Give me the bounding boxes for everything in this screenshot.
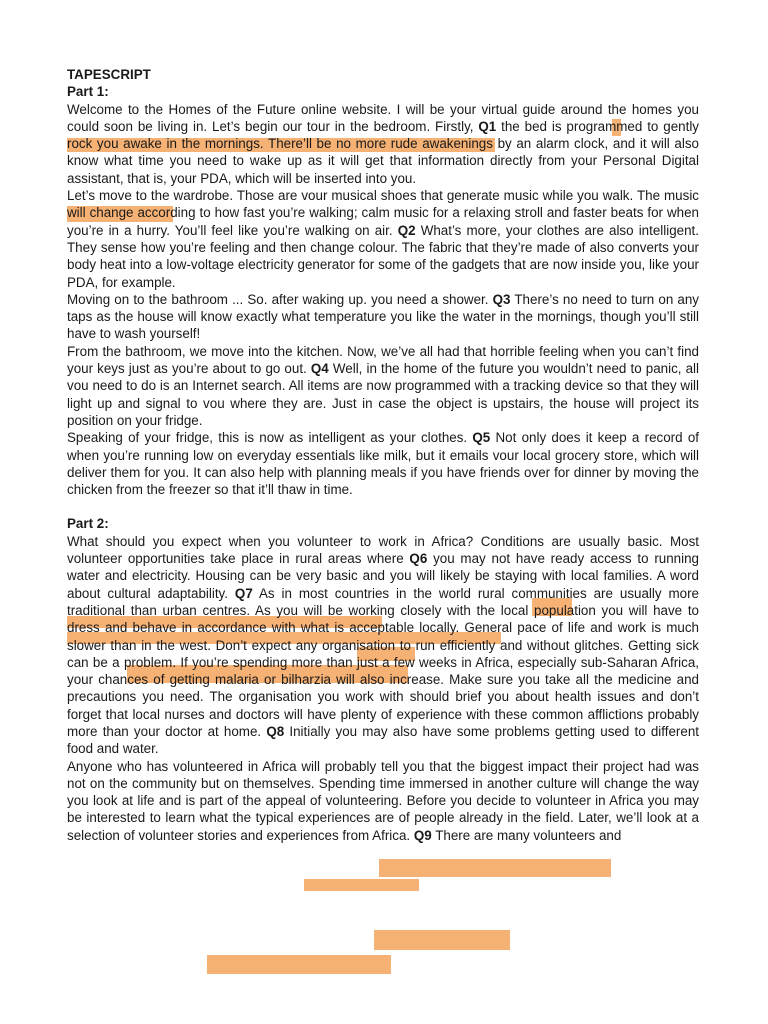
highlight-mark [374,930,510,950]
part2-paragraph-impact: Anyone who has volunteered in Africa will probably tell you that the biggest impact their project had was not on the community but on themselves. Spending time immersed in another culture will change the way you look at life and is part of the appeal of volunteering. Before you decide to volunteer in Africa you may be interested to learn what the typical experiences are of people already in the field. Later, we’ll look at a selection of volunteer stories and experiences from Africa. Q9 There are many volunteers and [67,758,699,843]
document-title: TAPESCRIPT [67,67,151,82]
part2-paragraph-conditions: What should you expect when you volunteer to work in Africa? Conditions are usually basic. Most volunteer opportunities take place in rural areas where Q6 you may not have ready access to running water and electricity. Housing can be very basic and you will likely be staying with local families. A word about cultural adaptability. Q7 As in most countries in the world rural communities are usually more traditional than urban centres. As you will be working closely with the local population you will have to dress and behave in accordance with what is acceptable locally. General pace of life and work is much slower than in the west. Don’t expect any organisation to run efficiently and without glitches. Getting sick can be a problem. If you’re spending more than just a few weeks in Africa, especially sub-Saharan Africa, your chances of getting malaria or bilharzia will also increase. Make sure you take all the medicine and precautions you need. The organisation you work with should brief you about health issues and don’t forget that local nurses and doctors will have plenty of experience with these common afflictions probably more than your doctor at home. Q8 Initially you may also have some problems getting used to different food and water. [67,533,699,757]
part1-paragraph-bathroom: Moving on to the bathroom ... So. after waking up. you need a shower. Q3 There’s no need to turn on any taps as the house will know exactly what temperature you like the water in the mornings, though you’ll still have to wash yourself! [67,291,699,342]
highlight-mark [304,879,419,891]
part1-paragraph-bedroom: Welcome to the Homes of the Future online website. I will be your virtual guide around the homes you could soon be living in. Let’s begin our tour in the bedroom. Firstly, Q1 the bed is programmed to gently rock you awake in the mornings. There’ll be no more rude awakenings by an alarm clock, and it will also know what time you need to wake up as it will get that information directly from your Personal Digital assistant, that is, your PDA, which will be inserted into you. [67,101,699,186]
tapescript-body [67,66,699,844]
question-marker: Q6 [409,551,428,567]
part1-heading: Part 1: [67,84,109,100]
question-marker: Q8 [266,723,285,739]
question-marker: Q1 [478,118,497,134]
highlight-mark [207,955,391,974]
question-marker: Q5 [472,430,491,446]
question-marker: Q4 [310,361,329,377]
part1-paragraph-fridge: Speaking of your fridge, this is now as intelligent as your clothes. Q5 Not only does it keep a record of when you’re running low on everyday essentials like milk, but it emails vour local grocery store, which will deliver them for you. It can also help with planning meals if you have friends over for dinner by moving the chicken from the freezer so that it’ll thaw in time. [67,430,699,498]
part1-paragraph-wardrobe: Let’s move to the wardrobe. Those are vour musical shoes that generate music while you walk. The music will change according to how fast you’re walking; calm music for a relaxing stroll and faster beats for when you’re in a hurry. You’ll feel like you’re walking on air. Q2 What’s more, your clothes are also intelligent. They sense how you’re feeling and then change colour. The fabric that they’re made of also converts your body heat into a low-voltage electricity generator for some of the gadgets that are now inside you, like your PDA, for example. [67,188,699,290]
part1-paragraph-kitchen: From the bathroom, we move into the kitchen. Now, we’ve all had that horrible feeling when you can’t find your keys just as you’re about to go out. Q4 Well, in the home of the future you wouldn’t need to panic, all vou need to do is an Internet search. All items are now programmed with a tracking device so that they will light up and signal to vou where they are. Just in case the object is upstairs, the house will project its position on your fridge. [67,343,699,428]
part2-heading: Part 2: [67,516,109,532]
highlight-mark [379,859,611,877]
question-marker: Q2 [397,222,416,238]
section-spacer [67,498,699,515]
question-marker: Q9 [413,827,432,843]
question-marker: Q7 [234,585,253,601]
question-marker: Q3 [492,291,511,307]
